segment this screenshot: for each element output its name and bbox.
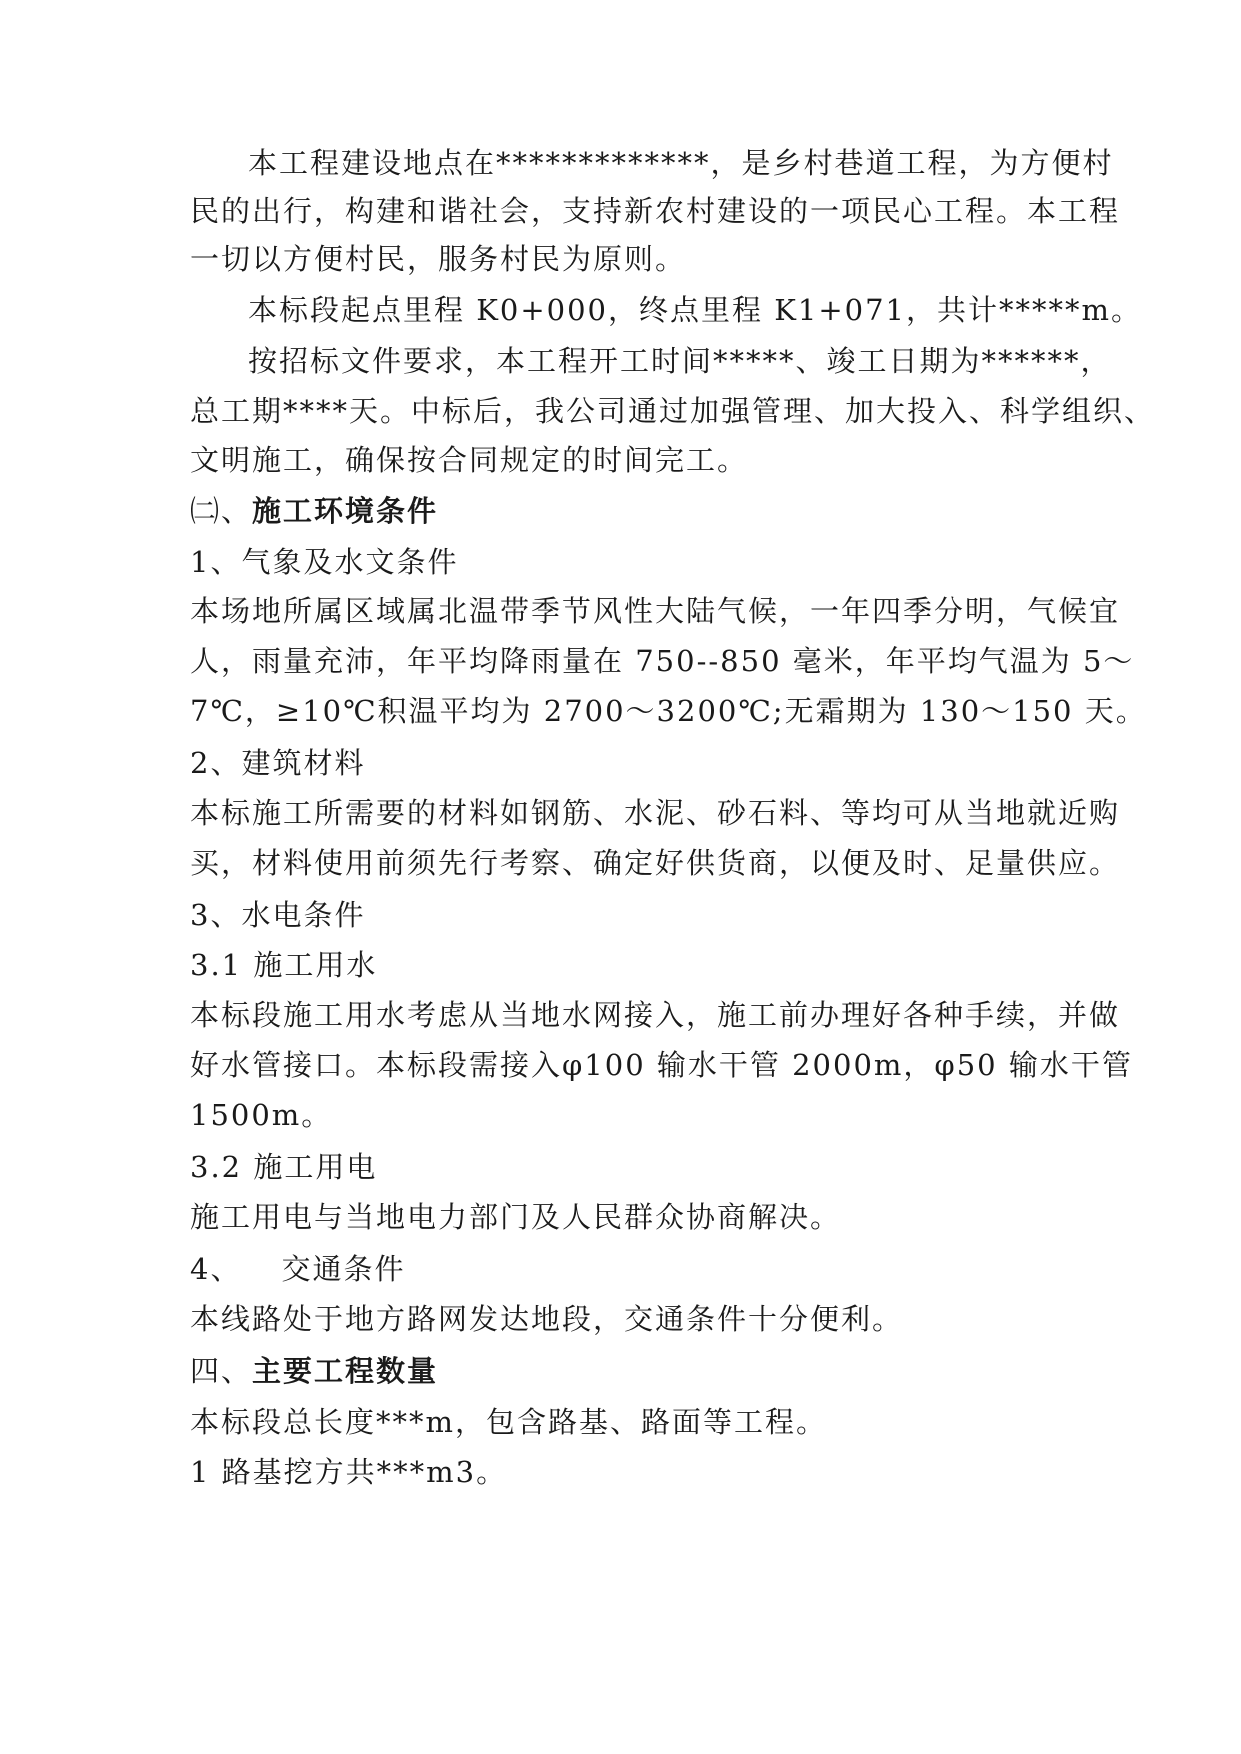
climate-text-line: 7℃，≥10℃积温平均为 2700～3200℃;无霜期为 130～150 天。	[190, 694, 1147, 728]
materials-text-line: 买，材料使用前须先行考察、确定好供货商，以便及时、足量供应。	[190, 846, 1121, 880]
intro-paragraph-line: 民的出行，构建和谐社会，支持新农村建设的一项民心工程。本工程	[190, 194, 1121, 228]
subheading-number: 4、	[190, 1252, 242, 1286]
water-text-line: 1500m。	[190, 1098, 333, 1132]
power-text: 施工用电与当地电力部门及人民群众协商解决。	[190, 1200, 842, 1234]
section-title: 施工环境条件	[252, 494, 439, 528]
schedule-paragraph-line: 文明施工，确保按合同规定的时间完工。	[190, 443, 749, 477]
materials-text-line: 本标施工所需要的材料如钢筋、水泥、砂石料、等均可从当地就近购	[190, 796, 1121, 830]
schedule-paragraph-line: 总工期****天。中标后，我公司通过加强管理、加大投入、科学组织、	[190, 394, 1156, 428]
quantities-text-line: 1 路基挖方共***m3。	[190, 1455, 508, 1489]
section-heading-environment	[190, 491, 438, 531]
subheading-utilities: 3、水电条件	[190, 898, 366, 932]
subheading-climate: 1、气象及水文条件	[190, 545, 459, 579]
climate-text-line: 本场地所属区域属北温带季节风性大陆气候，一年四季分明，气候宜	[190, 594, 1121, 628]
subheading-water-supply: 3.1 施工用水	[190, 948, 378, 982]
intro-paragraph-line: 本工程建设地点在*************，是乡村巷道工程，为方便村	[248, 146, 1114, 180]
subheading-power-supply: 3.2 施工用电	[190, 1150, 378, 1184]
schedule-paragraph-line: 按招标文件要求，本工程开工时间*****、竣工日期为******，	[248, 344, 1112, 378]
water-text-line: 本标段施工用水考虑从当地水网接入，施工前办理好各种手续，并做	[190, 998, 1121, 1032]
section-number: 四、	[190, 1354, 253, 1388]
quantities-text-line: 本标段总长度***m，包含路基、路面等工程。	[190, 1405, 827, 1439]
intro-paragraph-line: 一切以方便村民，服务村民为原则。	[190, 242, 687, 276]
traffic-text: 本线路处于地方路网发达地段，交通条件十分便利。	[190, 1302, 904, 1336]
section-title: 主要工程数量	[252, 1354, 439, 1388]
subheading-label: 交通条件	[281, 1252, 406, 1286]
climate-text-line: 人，雨量充沛，年平均降雨量在 750--850 毫米，年平均气温为 5～	[190, 644, 1135, 678]
subheading-materials: 2、建筑材料	[190, 746, 366, 780]
subheading-traffic	[190, 1249, 405, 1289]
water-text-line: 好水管接口。本标段需接入φ100 输水干管 2000m，φ50 输水干管	[190, 1048, 1133, 1082]
section-heading-quantities	[190, 1351, 438, 1391]
section-number: ㈡、	[190, 494, 253, 528]
mileage-paragraph: 本标段起点里程 K0+000，终点里程 K1+071，共计*****m。	[248, 293, 1142, 327]
